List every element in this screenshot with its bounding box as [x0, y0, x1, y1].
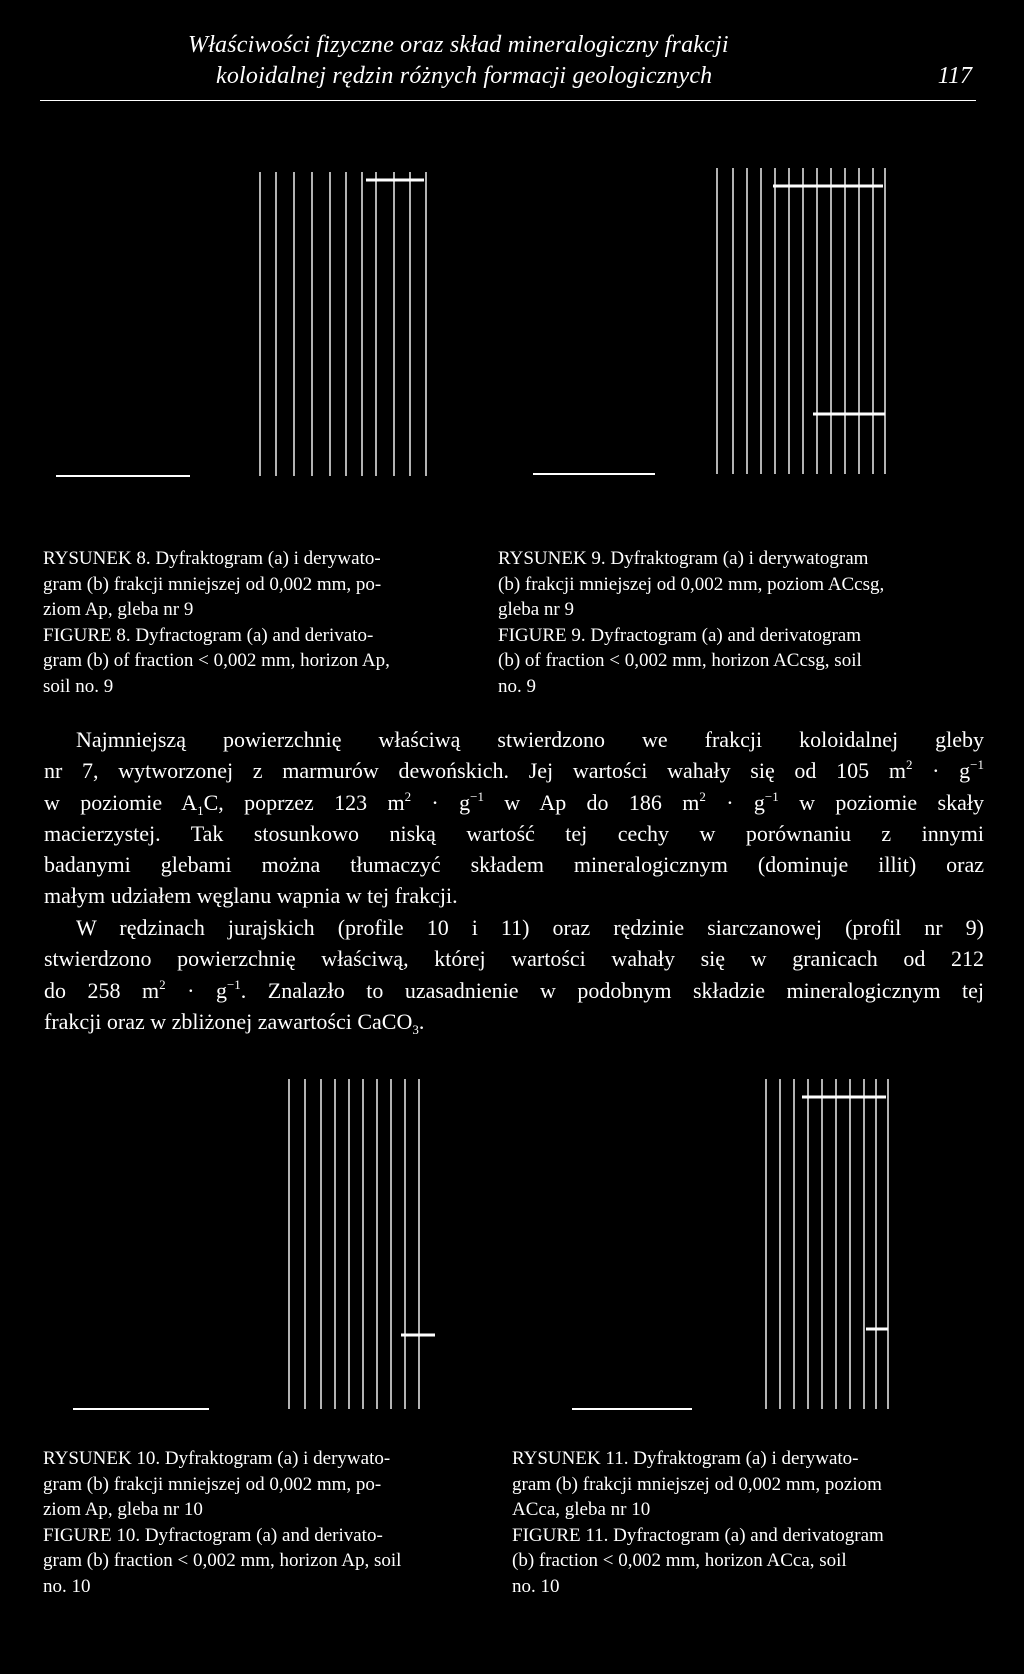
caption-line: ziom Ap, gleba nr 9	[43, 599, 194, 620]
caption-line: (b) fraction < 0,002 mm, horizon ACca, soil	[512, 1550, 847, 1571]
caption-figure-9	[498, 546, 884, 699]
paragraph-2	[44, 912, 984, 1037]
figure-8-dyfractogram	[50, 160, 460, 510]
caption-line: RYSUNEK 9. Dyfraktogram (a) i derywatogram	[498, 548, 869, 569]
text-line: frakcji oraz w zbliżonej zawartości CaCO$_3$.	[44, 1008, 425, 1037]
caption-line: no. 9	[498, 675, 536, 697]
caption-figure-8	[43, 546, 390, 699]
caption-line: FIGURE 10. Dyfractogram (a) and derivato-	[43, 1524, 383, 1546]
caption-line: soil no. 9	[43, 675, 114, 697]
page-number: 117	[937, 63, 972, 89]
caption-line: gram (b) fraction < 0,002 mm, horizon Ap, soil	[43, 1550, 402, 1571]
header-title-line-2: koloidalnej rędzin różnych formacji geologicznych	[216, 63, 713, 89]
text-line: W rędzinach jurajskich (profile 10 i 11) oraz rędzinie siarczanowej (profil nr 9)	[76, 915, 984, 940]
caption-line: gram (b) of fraction < 0,002 mm, horizon Ap,	[43, 650, 390, 671]
caption-figure-10	[43, 1446, 401, 1599]
caption-line: RYSUNEK 10. Dyfraktogram (a) i derywato-	[43, 1448, 391, 1469]
figure-9-dyfractogram	[525, 160, 945, 510]
caption-line: RYSUNEK 8. Dyfraktogram (a) i derywato-	[43, 548, 381, 569]
text-line: małym udziałem węglanu wapnia w tej frakcji.	[44, 883, 458, 909]
caption-line: ACca, gleba nr 10	[512, 1499, 651, 1520]
figure-11-dyfractogram	[570, 1075, 990, 1435]
caption-line: FIGURE 9. Dyfractogram (a) and derivatogram	[498, 624, 861, 646]
figure-10-dyfractogram	[65, 1075, 485, 1435]
caption-line: (b) of fraction < 0,002 mm, horizon ACcsg, soil	[498, 650, 862, 671]
paragraph-1	[44, 724, 984, 912]
caption-line: FIGURE 8. Dyfractogram (a) and derivato-	[43, 624, 374, 646]
caption-line: no. 10	[43, 1575, 91, 1597]
text-line: badanymi glebami można tłumaczyć składem mineralogicznym (dominuje illit) oraz	[44, 852, 984, 878]
caption-line: gram (b) frakcji mniejszej od 0,002 mm, poziom	[512, 1473, 882, 1495]
text-line: Najmniejszą powierzchnię właściwą stwierdzono we frakcji koloidalnej gleby	[76, 727, 984, 752]
text-line: w poziomie $A_1C$, poprzez 123 $m^2 \cdot g^{-1}$ w Ap do 186 $m^2 \cdot g^{-1}$ w poziomie skały	[44, 788, 984, 818]
caption-line: RYSUNEK 11. Dyfraktogram (a) i derywato-	[512, 1448, 859, 1469]
caption-line: FIGURE 11. Dyfractogram (a) and derivatogram	[512, 1524, 884, 1546]
text-line: stwierdzono powierzchnię właściwą, której wartości wahały się w granicach od 212	[44, 946, 984, 972]
header-title-line-1: Właściwości fizyczne oraz skład mineralogiczny frakcji	[188, 32, 729, 58]
text-line: do 258 $m^2 \cdot g^{-1}$. Znalazło to uzasadnienie w podobnym składzie mineralogicznym tej	[44, 976, 984, 1003]
caption-line: gram (b) frakcji mniejszej od 0,002 mm, po-	[43, 573, 382, 595]
caption-line: (b) frakcji mniejszej od 0,002 mm, poziom ACcsg,	[498, 573, 885, 595]
text-line: nr 7, wytworzonej z marmurów dewońskich. Jej wartości wahały się od 105 $m^2 \cdot g^{-1}$	[44, 757, 984, 784]
running-header	[40, 30, 976, 101]
caption-line: no. 10	[512, 1575, 560, 1597]
caption-line: gleba nr 9	[498, 599, 574, 620]
caption-line: ziom Ap, gleba nr 10	[43, 1499, 203, 1520]
text-line: macierzystej. Tak stosunkowo niską wartość tej cechy w porównaniu z innymi	[44, 820, 984, 846]
caption-figure-11	[512, 1446, 884, 1599]
caption-line: gram (b) frakcji mniejszej od 0,002 mm, po-	[43, 1473, 382, 1495]
